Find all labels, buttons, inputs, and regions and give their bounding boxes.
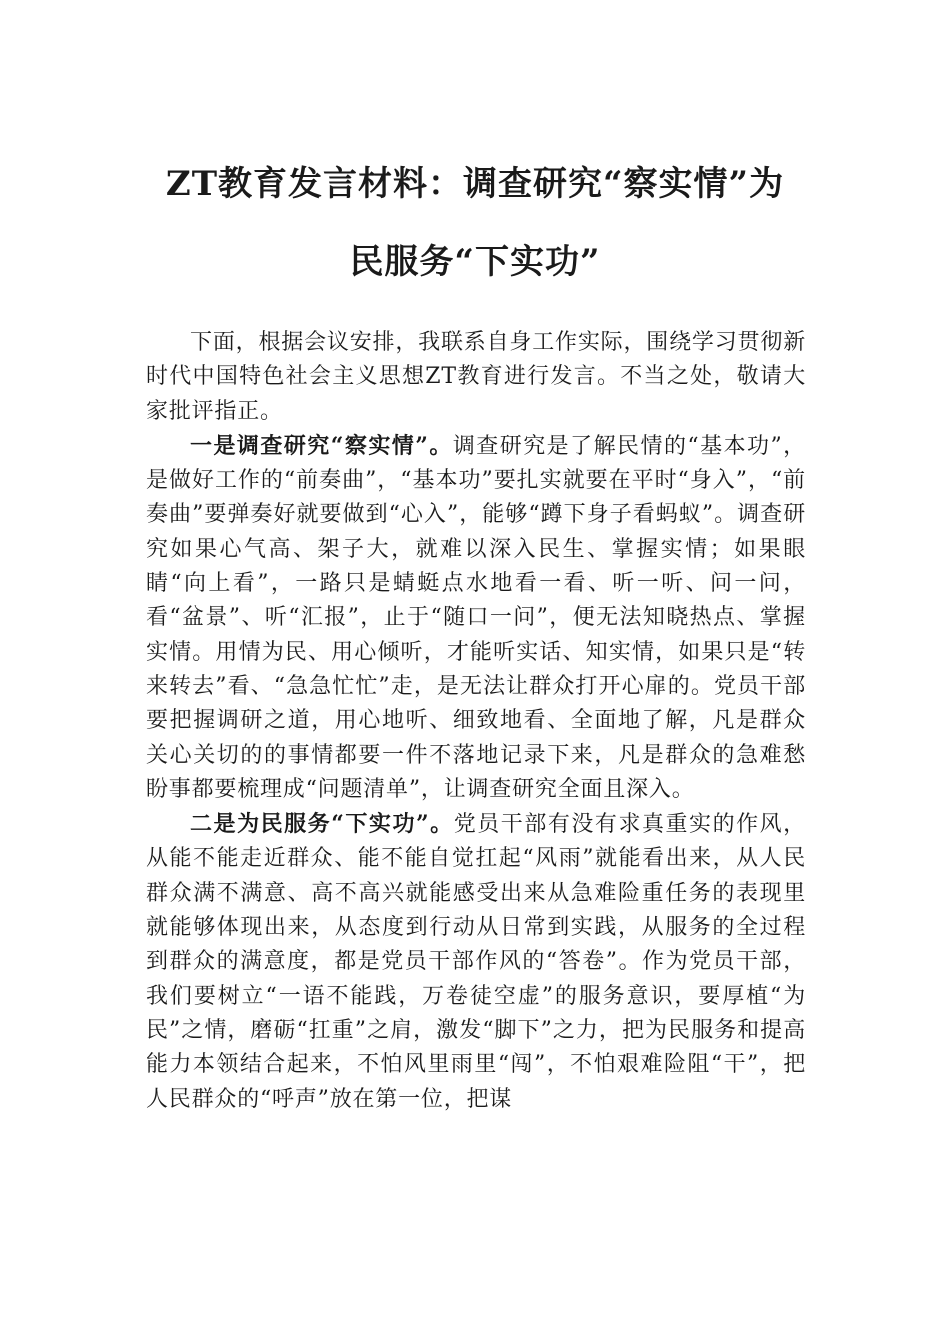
section-1-heading: 一是调查研究“察实情”。 (190, 432, 453, 459)
title-line-2: 民服务“下实功” (349, 242, 601, 282)
intro-paragraph: 下面，根据会议安排，我联系自身工作实际，围绕学习贯彻新时代中国特色社会主义思想ZT教育进行发言。不当之处，敬请大家批评指正。 (146, 330, 806, 424)
document-body (146, 326, 806, 1117)
section-1-paragraph (146, 429, 806, 807)
section-2-heading: 二是为民服务“下实功”。 (190, 811, 454, 838)
title-line-1: ZT教育发言材料：调查研究“察实情”为 (165, 164, 785, 204)
section-2-text: 党员干部有没有求真重实的作风，从能不能走近群众、能不能自觉扛起“风雨”就能看出来，从人民群众满不满意、高不高兴就能感受出来从急难险重任务的表现里就能够体现出来，从态度到行动从日常到实践，从服务的全过程到群众的满意度，都是党员干部作风的“答卷”。作为党员干部，我们要树立“一语不能践，万卷徒空虚”的服务意识，要厚植“为民”之情，磨砺“扛重”之肩，激发“脚下”之力，把为民服务和提高能力本领结合起来，不怕风里雨里“闯”，不怕艰难险阻“干”，把人民群众的“呼声”放在第一位，把谋 (146, 812, 806, 1112)
document-title (120, 145, 830, 301)
section-2-paragraph (146, 807, 806, 1117)
section-1-text: 调查研究是了解民情的“基本功”，是做好工作的“前奏曲”，“基本功”要扎实就要在平时“身入”，“前奏曲”要弹奏好就要做到“心入”，能够“蹲下身子看蚂蚁”。调查研究如果心气高、架子大，就难以深入民生、掌握实情；如果眼睛“向上看”，一路只是蜻蜓点水地看一看、听一听、问一问，看“盆景”、听“汇报”，止于“随口一问”，便无法知晓热点、掌握实情。用情为民、用心倾听，才能听实话、知实情，如果只是“转来转去”看、“急急忙忙”走，是无法让群众打开心扉的。党员干部要把握调研之道，用心地听、细致地看、全面地了解，凡是群众关心关切的的事情都要一件不落地记录下来，凡是群众的急难愁盼事都要梳理成“问题清单”，让调查研究全面且深入。 (146, 433, 806, 802)
